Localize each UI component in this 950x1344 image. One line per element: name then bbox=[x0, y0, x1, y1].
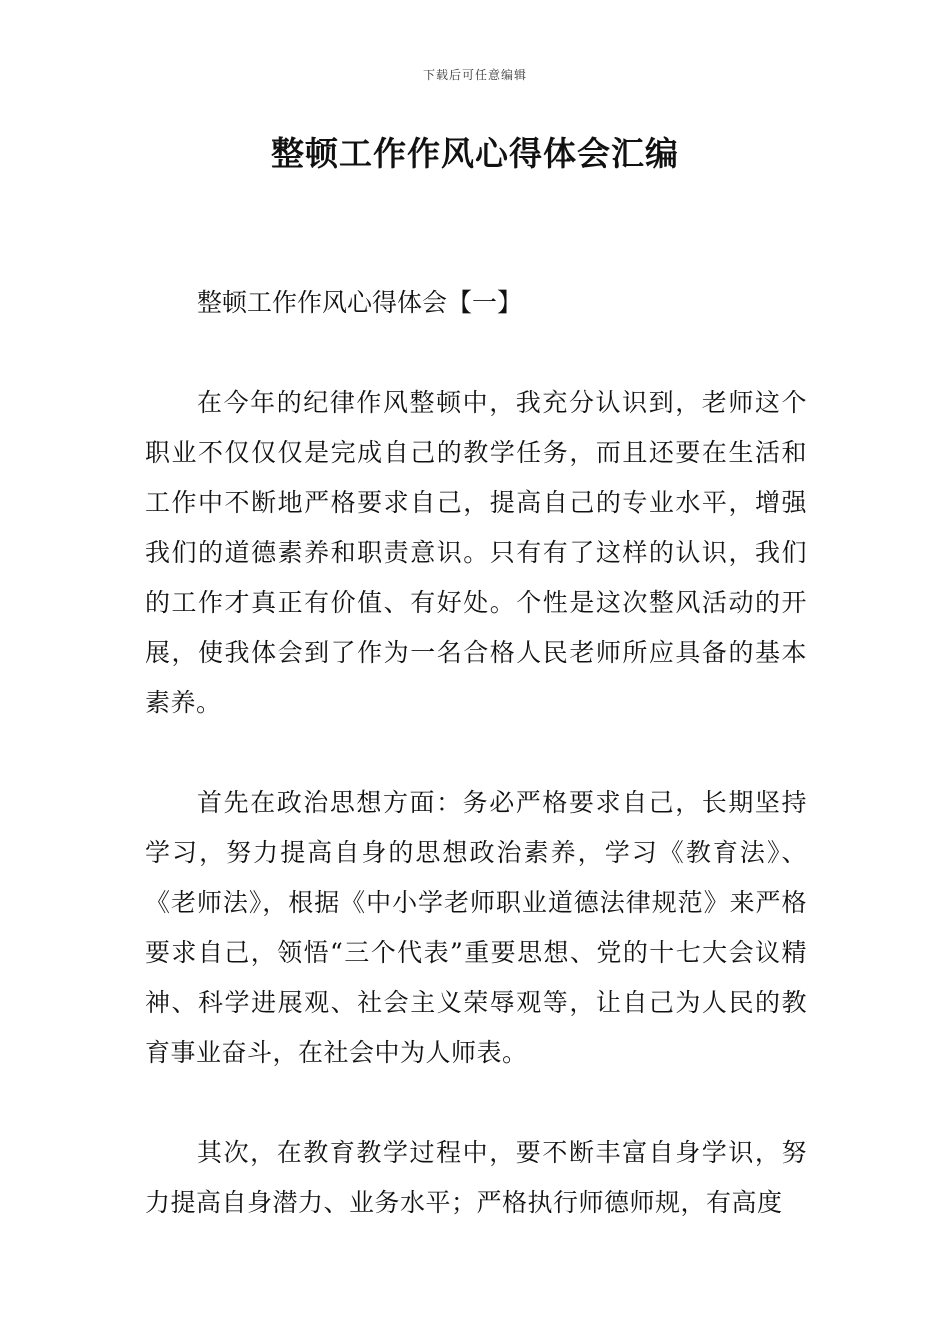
paragraph-3: 其次，在教育教学过程中，要不断丰富自身学识，努力提高自身潜力、业务水平；严格执行师德师规，有高度 bbox=[145, 1138, 807, 1217]
document-body bbox=[145, 278, 807, 1228]
spacer bbox=[145, 1078, 807, 1128]
header-note: 下载后可任意编辑 bbox=[422, 68, 527, 82]
paragraph-2: 首先在政治思想方面：务必严格要求自己，长期坚持学习，努力提高自身的思想政治素养，学习《教育法》、《老师法》，根据《中小学老师职业道德法律规范》来严格要求自己，领悟“三个代表”重要思想、党的十七大会议精神、科学进展观、社会主义荣辱观等，让自己为人民的教育事业奋斗，在社会中为人师表。 bbox=[145, 788, 807, 1067]
document-title: 整顿工作作风心得体会汇编 bbox=[271, 134, 679, 173]
paragraph-1: 在今年的纪律作风整顿中，我充分认识到，老师这个职业不仅仅仅是完成自己的教学任务，而且还要在生活和工作中不断地严格要求自己，提高自己的专业水平，增强我们的道德素养和职责意识。只有有了这样的认识，我们的工作才真正有价值、有好处。个性是这次整风活动的开展，使我体会到了作为一名合格人民老师所应具备的基本素养。 bbox=[145, 388, 807, 717]
spacer bbox=[145, 728, 807, 778]
spacer bbox=[145, 328, 807, 378]
section-heading: 整顿工作作风心得体会【一】 bbox=[197, 288, 523, 317]
